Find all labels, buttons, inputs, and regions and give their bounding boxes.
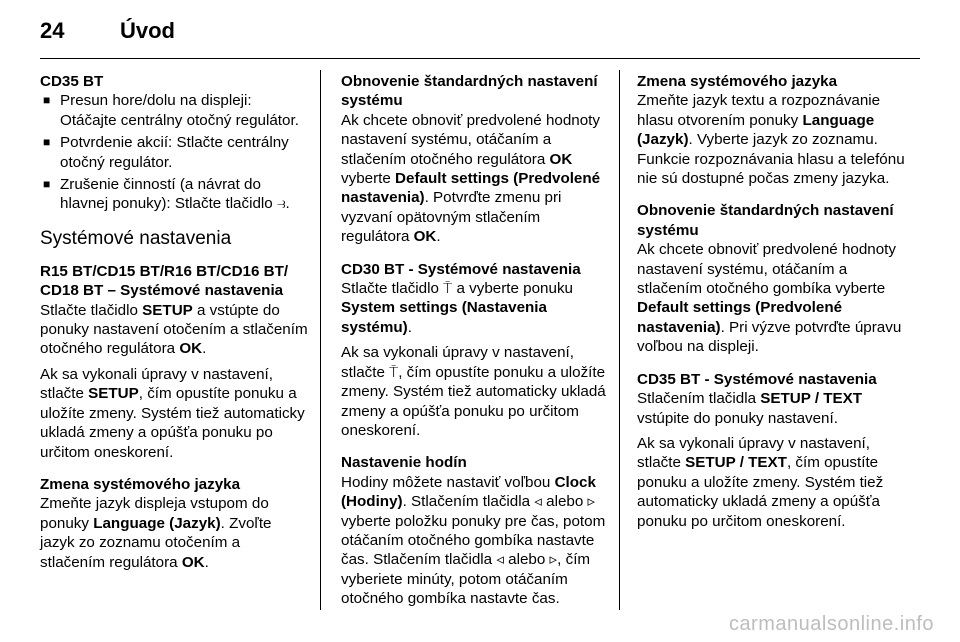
page-number: 24 [40,18,65,43]
clock-heading: Nastavenie hodín [341,454,467,472]
clock-paragraph: Hodiny môžete nastaviť voľbou Clock (Hodiny). Stlačením tlačidla ◃ alebo ▹ vyberte položku ponuky pre čas, potom otáčaním otočného gombíka nastavte čas. Stlačením tlačidla ◃ alebo ▹, čím vyberiete minúty, potom otáčaním otočného gombíka nastavte čas. [341,473,606,608]
cd35-paragraph-2: Ak sa vykonali úpravy v nastavení, stlačte SETUP / TEXT, čím opustíte ponuku a uložíte zmeny. Systém tiež automaticky ukladá zmeny a opúšťa ponuku po určitom oneskorení. [637,434,884,530]
restore-paragraph: Ak chcete obnoviť predvolené hodnoty nastavení systému, otáčaním a stlačením otočného regulátora OK vyberte Default settings (Predvolené nastavenia). Potvrďte zmenu pri vyzvaní opätovným stlačením regulátora OK. [341,111,601,246]
cd35-heading: CD35 BT [40,73,104,90]
page-header [40,18,175,50]
cd35-settings-heading: CD35 BT - Systémové nastavenia [637,370,877,388]
language-paragraph: Zmeňte jazyk displeja vstupom do ponuky Language (Jazyk). Zvoľte jazyk zo zoznamu otočením a stlačením regulátora OK. [40,495,272,571]
language-heading: Zmena systémového jazyka [637,73,838,90]
r15-paragraph-1: Stlačte tlačidlo SETUP a vstúpte do ponuky nastavení otočením a stlačením otočného regulátora OK. [40,301,308,358]
language-paragraph: Zmeňte jazyk textu a rozpoznávanie hlasu otvorením ponuky Language (Jazyk). Vyberte jazyk zo zoznamu. Funkcie rozpoznávania hlasu a telefónu nie sú dostupné počas zmeny jazyka. [637,92,905,188]
column-3 [637,72,905,537]
restore-heading: Obnovenie štandardných nastavení systému [341,73,598,110]
cd35-bullet-list [40,91,308,213]
page-title: Úvod [120,18,175,43]
r15-heading: R15 BT/CD15 BT/R16 BT/CD16 BT/ CD18 BT – Systémové nastavenia [40,262,289,300]
language-heading: Zmena systémového jazyka [40,475,241,493]
watermark: carmanualsonline.info [728,613,934,635]
r15-paragraph-2: Ak sa vykonali úpravy v nastavení, stlačte SETUP, čím opustíte ponuku a uložíte zmeny. Systém tiež automaticky ukladá zmeny a opúšťa ponuku po určitom oneskorení. [40,365,305,461]
column-divider-1 [320,70,321,610]
bullet-item: ■ Presun hore/dolu na displeji: Otáčajte centrálny otočný regulátor. [40,91,308,130]
cd30-paragraph-1: Stlačte tlačidlo ⍑ a vyberte ponuku System settings (Nastavenia systému). [341,280,573,336]
cd30-heading: CD30 BT - Systémové nastavenia [341,260,581,278]
bullet-item: ■ Zrušenie činností (a návrat do hlavnej ponuky): Stlačte tlačidlo ⥽. [40,175,308,214]
cd35-paragraph-1: Stlačením tlačidla SETUP / TEXT vstúpite do ponuky nastavení. [637,390,863,427]
bullet-item: ■ Potvrdenie akcií: Stlačte centrálny otočný regulátor. [40,133,308,172]
cd30-paragraph-2: Ak sa vykonali úpravy v nastavení, stlačte ⍑, čím opustíte ponuku a uložíte zmeny. Systém tiež automaticky ukladá zmeny a opúšťa ponuku po určitom oneskorení. [341,344,606,439]
column-divider-2 [619,70,620,610]
section-title: Systémové nastavenia [40,227,232,249]
restore-paragraph: Ak chcete obnoviť predvolené hodnoty nastavení systému, otáčaním a stlačením otočného gombíka vyberte Default settings (Predvolené nastavenia). Pri výzve potvrďte úpravu voľbou na displeji. [637,241,902,356]
header-rule [40,58,920,59]
restore-heading: Obnovenie štandardných nastavení systému [637,202,894,239]
column-2 [341,72,609,615]
column-1 [40,72,308,578]
